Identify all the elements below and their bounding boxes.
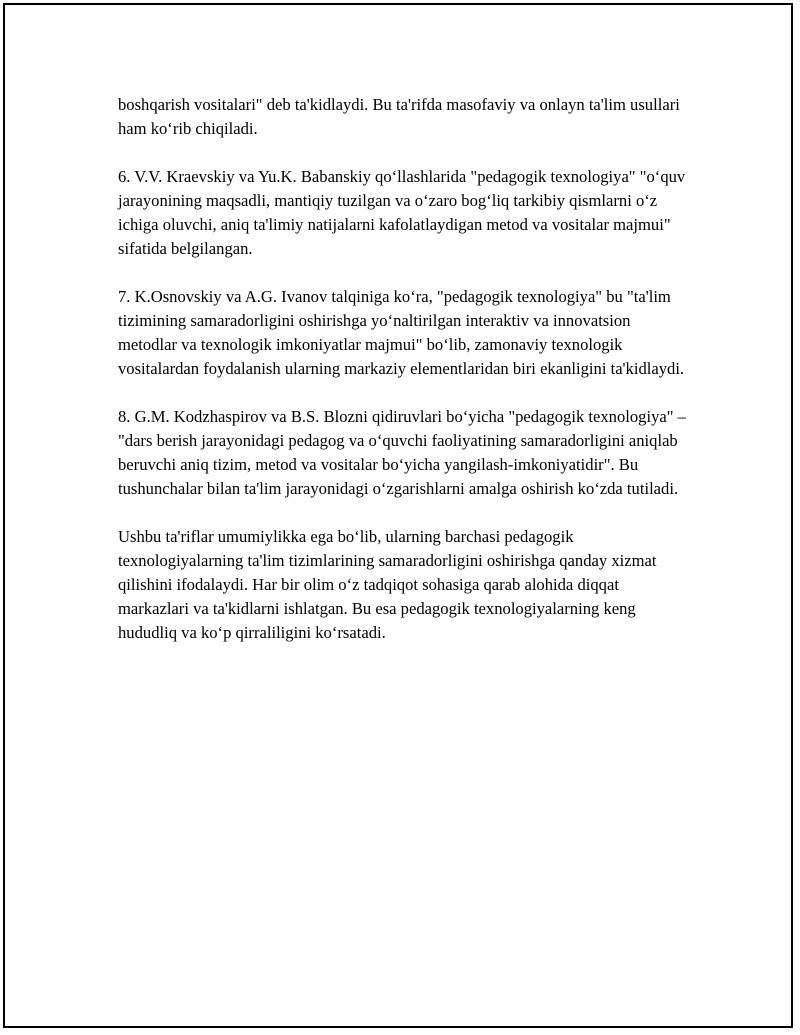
paragraph-item-6: 6. V.V. Kraevskiy va Yu.K. Babanskiy qo‘llashlarida "pedagogik texnologiya" "o‘quv jarayonining maqsadli, mantiqiy tuzilgan va o‘zaro bog‘liq tarkibiy qismlarni o‘z ichiga oluvchi, aniq ta'limiy natijalarni kafolatlaydigan metod va vositalar majmui" sifatida belgilangan. <box>118 167 686 258</box>
paragraph-item-8: 8. G.M. Kodzhaspirov va B.S. Blozni qidiruvlari bo‘yicha "pedagogik texnologiya" – "dars berish jarayonidagi pedagog va o‘quvchi faoliyatining samaradorligini aniqlab beruvchi aniq tizim, metod va vositalar bo‘yicha yangilash-imkoniyatidir". Bu tushunchalar bilan ta'lim jarayonidagi o‘zgarishlarni amalga oshirish ko‘zda tutiladi. <box>118 407 686 498</box>
paragraph-item-7: 7. K.Osnovskiy va A.G. Ivanov talqiniga ko‘ra, "pedagogik texnologiya" bu "ta'lim tizimining samaradorligini oshirishga yo‘naltirilgan interaktiv va innovatsion metodlar va texnologik imkoniyatlar majmui" bo‘lib, zamonaviy texnologik vositalardan foydalanish ularning markaziy elementlaridan biri ekanligini ta'kidlaydi. <box>118 287 685 378</box>
document-body <box>118 93 688 669</box>
paragraph-continuation: boshqarish vositalari" deb ta'kidlaydi. Bu ta'rifda masofaviy va onlayn ta'lim usullari ham ko‘rib chiqiladi. <box>118 95 680 138</box>
paragraph-conclusion: Ushbu ta'riflar umumiylikka ega bo‘lib, ularning barchasi pedagogik texnologiyalarning ta'lim tizimlarining samaradorligini oshirishga qanday xizmat qilishini ifodalaydi. Har bir olim o‘z tadqiqot sohasiga qarab alohida diqqat markazlari va ta'kidlarni ishlatgan. Bu esa pedagogik texnologiyalarning keng hududliq va ko‘p qirraliligini ko‘rsatadi. <box>118 527 657 642</box>
